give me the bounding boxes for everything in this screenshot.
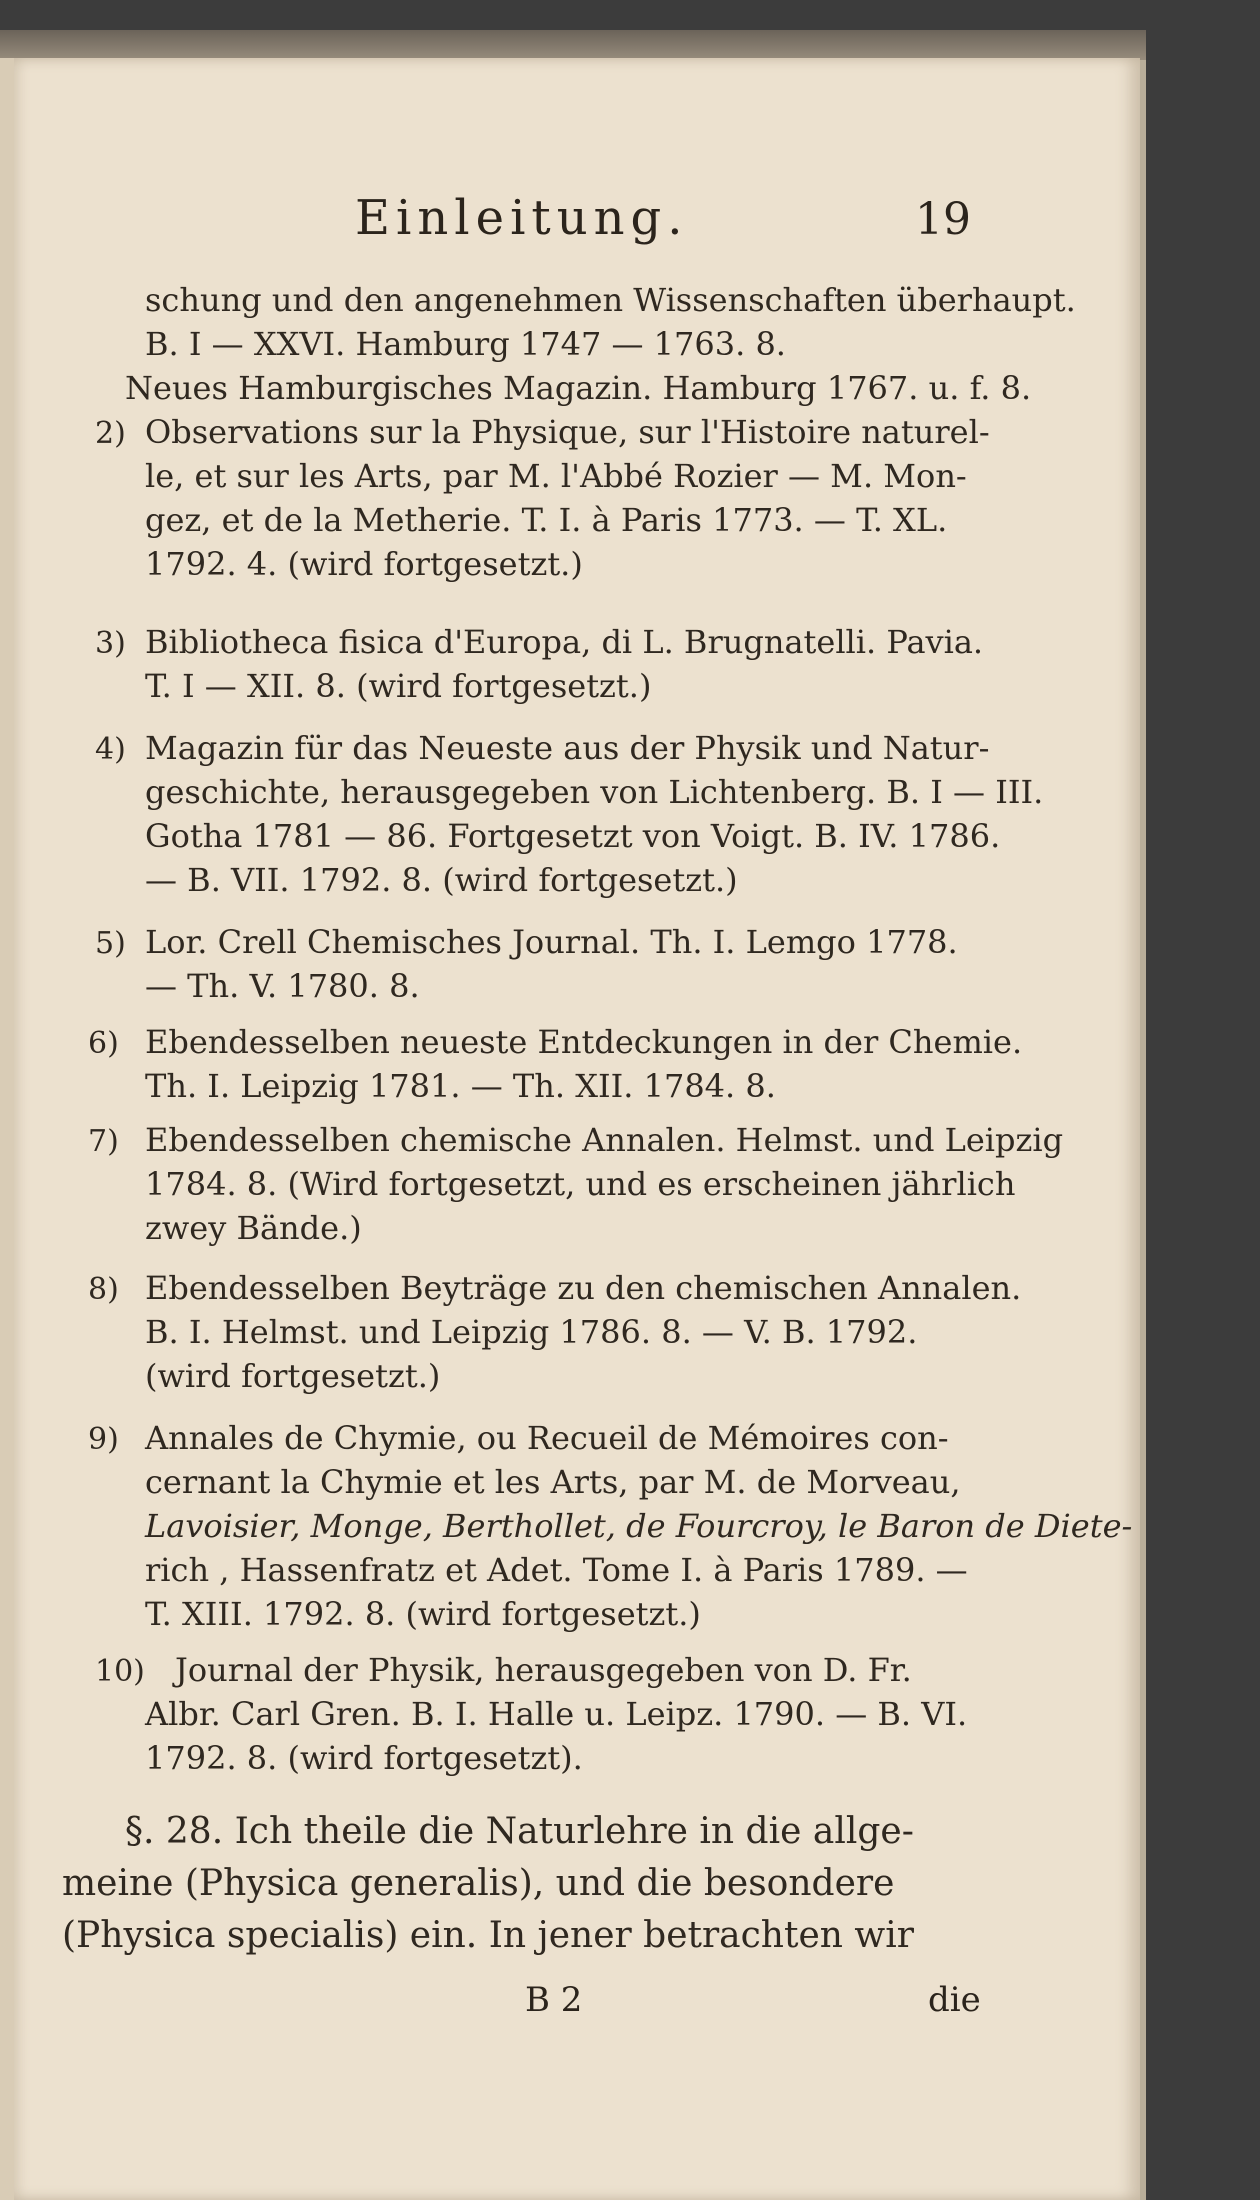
text-line: schung und den angenehmen Wissenschaften überhaupt.	[145, 281, 1076, 319]
text-line: gez, et de la Metherie. T. I. à Paris 1773. — T. XL.	[145, 501, 948, 539]
text-line: Bibliotheca fisica d'Europa, di L. Brugnatelli. Pavia.	[145, 623, 984, 661]
text-line: Ebendesselben neueste Entdeckungen in der Chemie.	[145, 1023, 1023, 1061]
text-line: 1784. 8. (Wird fortgesetzt, und es erscheinen jährlich	[145, 1165, 1016, 1203]
text-line: 1792. 8. (wird fortgesetzt).	[145, 1739, 583, 1777]
entry-number: 6)	[88, 1026, 119, 1061]
text-line: B. I. Helmst. und Leipzig 1786. 8. — V. B. 1792.	[145, 1313, 918, 1351]
text-line: Lavoisier, Monge, Berthollet, de Fourcroy, le Baron de Diete-	[145, 1507, 1133, 1545]
text-line: Ebendesselben Beyträge zu den chemischen Annalen.	[145, 1269, 1022, 1307]
text-line: cernant la Chymie et les Arts, par M. de Morveau,	[145, 1463, 961, 1501]
paragraph-line: §. 28. Ich theile die Naturlehre in die allge-	[125, 1811, 914, 1852]
text-line: Lor. Crell Chemisches Journal. Th. I. Lemgo 1778.	[145, 923, 958, 961]
entry-number: 7)	[88, 1124, 119, 1159]
text-line: — Th. V. 1780. 8.	[145, 967, 420, 1005]
text-line: (wird fortgesetzt.)	[145, 1357, 441, 1395]
text-line: Gotha 1781 — 86. Fortgesetzt von Voigt. B. IV. 1786.	[145, 817, 1001, 855]
text-line: zwey Bände.)	[145, 1209, 362, 1247]
text-line: Th. I. Leipzig 1781. — Th. XII. 1784. 8.	[145, 1067, 776, 1105]
text-line: Albr. Carl Gren. B. I. Halle u. Leipz. 1790. — B. VI.	[145, 1695, 968, 1733]
text-line: Observations sur la Physique, sur l'Histoire naturel-	[145, 413, 990, 451]
entry-number: 10)	[95, 1654, 145, 1689]
text-line: Ebendesselben chemische Annalen. Helmst. und Leipzig	[145, 1121, 1064, 1159]
paragraph-line: meine (Physica generalis), und die besondere	[62, 1863, 895, 1904]
entry-number: 2)	[95, 416, 126, 451]
text-line: Journal der Physik, herausgegeben von D. Fr.	[175, 1651, 912, 1689]
text-line: — B. VII. 1792. 8. (wird fortgesetzt.)	[145, 861, 738, 899]
text-line: T. I — XII. 8. (wird fortgesetzt.)	[145, 667, 652, 705]
book-binding-edge	[0, 58, 14, 2200]
page-right-edge	[1140, 60, 1146, 2200]
paragraph-line: (Physica specialis) ein. In jener betrachten wir	[62, 1915, 914, 1956]
text-line: T. XIII. 1792. 8. (wird fortgesetzt.)	[145, 1595, 701, 1633]
catchword: die	[928, 1980, 981, 2020]
signature-mark: B 2	[525, 1980, 583, 2020]
text-line: B. I — XXVI. Hamburg 1747 — 1763. 8.	[145, 325, 786, 363]
text-line: Annales de Chymie, ou Recueil de Mémoires con-	[145, 1419, 949, 1457]
entry-number: 4)	[95, 732, 126, 767]
text-line: 1792. 4. (wird fortgesetzt.)	[145, 545, 583, 583]
entry-number: 3)	[95, 626, 126, 661]
running-title: Einleitung.	[355, 190, 689, 246]
page-header	[0, 190, 1140, 260]
text-line: Magazin für das Neueste aus der Physik und Natur-	[145, 729, 990, 767]
entry-number: 8)	[88, 1272, 119, 1307]
entry-number: 5)	[95, 926, 126, 961]
page-number: 19	[915, 194, 971, 245]
text-line: rich , Hassenfratz et Adet. Tome I. à Paris 1789. —	[145, 1551, 968, 1589]
entry-number: 9)	[88, 1422, 119, 1457]
text-line: Neues Hamburgisches Magazin. Hamburg 1767. u. f. 8.	[125, 369, 1032, 407]
text-line: geschichte, herausgegeben von Lichtenberg. B. I — III.	[145, 773, 1044, 811]
text-line: le, et sur les Arts, par M. l'Abbé Rozier — M. Mon-	[145, 457, 967, 495]
